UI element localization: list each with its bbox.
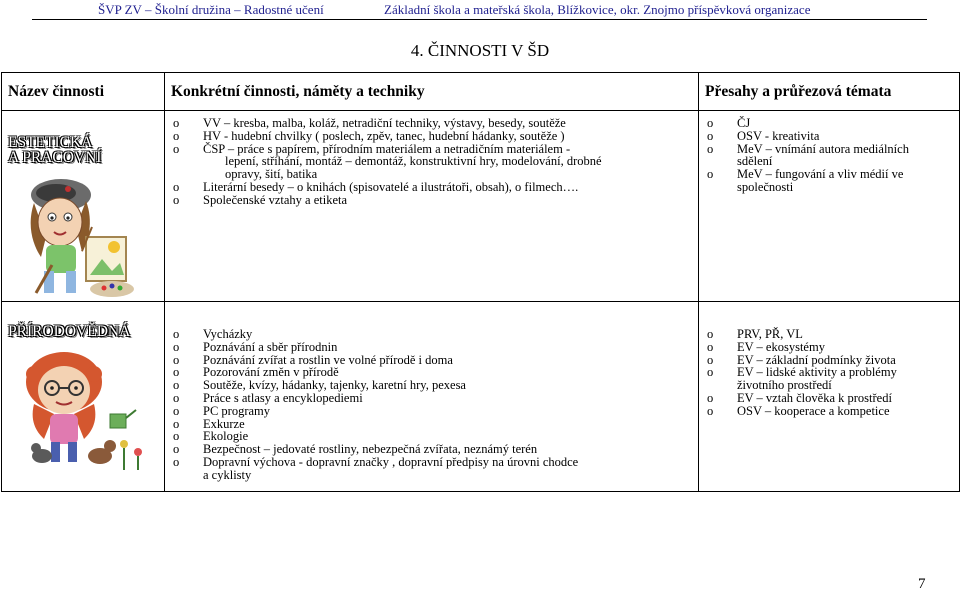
list-item: o Exkurze bbox=[165, 418, 698, 431]
activities-table bbox=[1, 72, 960, 492]
activities-cell bbox=[165, 111, 699, 302]
list-item: o Práce s atlasy a encyklopediemi bbox=[165, 392, 698, 405]
list-item: o Bezpečnost – jedovaté rostliny, nebezpečná zvířata, neznámý terén bbox=[165, 443, 698, 456]
list-item: o MeV – vnímání autora mediálních bbox=[699, 143, 959, 156]
list-item: o EV – vztah člověka k prostředí bbox=[699, 392, 959, 405]
girl-painter-illustration bbox=[16, 167, 146, 297]
list-item-continuation: a cyklisty bbox=[203, 467, 252, 482]
list-item: o Literární besedy – o knihách (spisovatelé a ilustrátoři, obsah), o filmech…. bbox=[165, 181, 698, 194]
running-header-right: Základní škola a mateřská škola, Blížkovice, okr. Znojmo příspěvková organizace bbox=[384, 2, 811, 17]
list-item: o VV – kresba, malba, koláž, netradiční techniky, výstavy, besedy, soutěže bbox=[165, 117, 698, 130]
girl-with-animals-illustration bbox=[14, 344, 149, 474]
list-item: o OSV - kreativita bbox=[699, 130, 959, 143]
list-item: o Dopravní výchova - dopravní značky , dopravní předpisy na úrovni chodce bbox=[165, 456, 698, 469]
category-label: ESTETICKÁ A PRACOVNÍ bbox=[8, 134, 102, 166]
list-item-continuation: životního prostředí bbox=[737, 378, 832, 393]
cross-topics-list bbox=[699, 117, 959, 194]
header-activities: Konkrétní činnosti, náměty a techniky bbox=[165, 73, 699, 111]
list-item: o OSV – kooperace a kompetice bbox=[699, 405, 959, 418]
list-item-continuation: opravy, šití, batika bbox=[225, 167, 318, 182]
list-item: o Soutěže, kvízy, hádanky, tajenky, karetní hry, pexesa bbox=[165, 379, 698, 392]
table-row bbox=[2, 302, 960, 492]
list-item: o Poznávání zvířat a rostlin ve volné přírodě i doma bbox=[165, 354, 698, 367]
list-item: o PRV, PŘ, VL bbox=[699, 328, 959, 341]
list-item: o HV - hudební chvilky ( poslech, zpěv, tanec, hudební hádanky, soutěže ) bbox=[165, 130, 698, 143]
running-header bbox=[0, 0, 960, 20]
list-item: o EV – ekosystémy bbox=[699, 341, 959, 354]
activities-cell bbox=[165, 302, 699, 492]
header-activity-name: Název činnosti bbox=[2, 73, 165, 111]
category-label: PŘÍRODOVĚDNÁ bbox=[8, 323, 131, 340]
running-header-left: ŠVP ZV – Školní družina – Radostné učení bbox=[98, 2, 324, 17]
list-item: o ČSP – práce s papírem, přírodním materiálem a netradičním materiálem - bbox=[165, 143, 698, 156]
category-cell bbox=[2, 111, 165, 302]
table-row bbox=[2, 111, 960, 302]
section-title: 4. ČINNOSTI V ŠD bbox=[410, 41, 550, 60]
list-item: o Vycházky bbox=[165, 328, 698, 341]
list-item-continuation: společnosti bbox=[737, 179, 794, 194]
list-item: o Společenské vztahy a etiketa bbox=[165, 194, 698, 207]
table-header-row bbox=[2, 73, 960, 111]
header-cross-topics: Přesahy a průřezová témata bbox=[699, 73, 960, 111]
list-item: o EV – lidské aktivity a problémy bbox=[699, 366, 959, 379]
list-item: o PC programy bbox=[165, 405, 698, 418]
list-item-continuation: lepení, stříhání, montáž – demontáž, konstruktivní hry, modelování, drobné bbox=[225, 154, 602, 169]
list-item: o ČJ bbox=[699, 117, 959, 130]
cross-topics-list bbox=[699, 328, 959, 418]
category-cell bbox=[2, 302, 165, 492]
list-item: o Poznávání a sběr přírodnin bbox=[165, 341, 698, 354]
list-item: o Ekologie bbox=[165, 430, 698, 443]
cross-topics-cell bbox=[699, 302, 960, 492]
page-number: 7 bbox=[918, 576, 926, 592]
activities-list bbox=[165, 117, 698, 207]
cross-topics-cell bbox=[699, 111, 960, 302]
list-item: o Pozorování změn v přírodě bbox=[165, 366, 698, 379]
list-item: o MeV – fungování a vliv médií ve bbox=[699, 168, 959, 181]
header-rule bbox=[32, 19, 927, 20]
list-item: o EV – základní podmínky života bbox=[699, 354, 959, 367]
activities-list bbox=[165, 328, 698, 482]
list-item-continuation: sdělení bbox=[737, 154, 773, 169]
